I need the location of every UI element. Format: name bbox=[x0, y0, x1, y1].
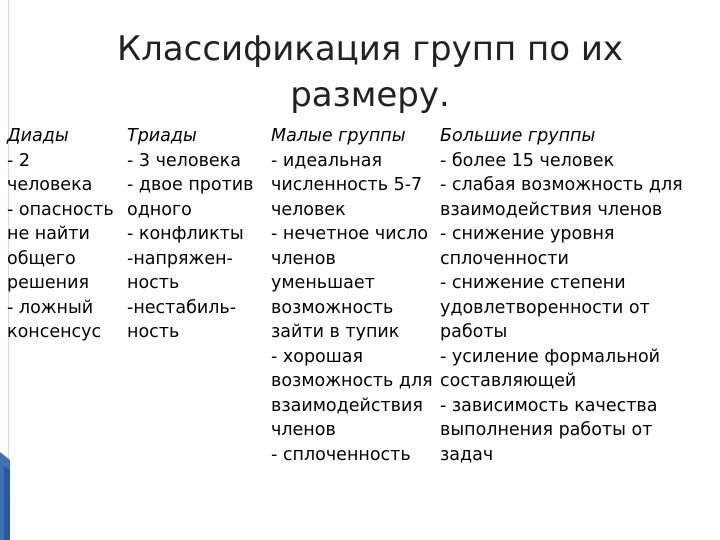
column-line: - усиление формальной bbox=[440, 346, 661, 367]
column-heading: Триады bbox=[127, 126, 197, 146]
column-line: - 3 человека bbox=[127, 150, 241, 171]
column-heading: Диады bbox=[7, 126, 69, 146]
column-line: - сплоченность bbox=[271, 444, 411, 465]
column-line: - идеальная bbox=[271, 150, 383, 171]
column-line: - слабая возможность для bbox=[440, 175, 683, 195]
column-heading: Малые группы bbox=[271, 126, 406, 146]
column-line: удовлетворенности от bbox=[440, 297, 650, 318]
column-line: -напряжен- bbox=[127, 248, 233, 269]
column-line: человек bbox=[271, 199, 346, 220]
column-line: - опасность bbox=[7, 199, 114, 220]
column-line: ность bbox=[127, 322, 180, 342]
slide-title-line-2: размеру. bbox=[290, 75, 450, 115]
slide-left-accent-shape bbox=[0, 452, 14, 540]
column-line: одного bbox=[127, 199, 192, 220]
column-line: - нечетное число bbox=[271, 224, 429, 244]
column-dyads bbox=[7, 124, 114, 345]
column-large-groups bbox=[440, 124, 683, 467]
column-line: не найти bbox=[7, 224, 90, 244]
column-line: численность 5-7 bbox=[271, 175, 423, 195]
column-line: выполнения работы от bbox=[440, 420, 653, 440]
column-line: составляющей bbox=[440, 371, 577, 391]
column-small-groups bbox=[271, 124, 433, 467]
column-line: - 2 bbox=[7, 150, 31, 171]
column-line: - более 15 человек bbox=[440, 150, 615, 171]
column-line: решения bbox=[7, 273, 89, 293]
column-line: консенсус bbox=[7, 322, 102, 342]
slide-title bbox=[90, 26, 650, 118]
column-line: человека bbox=[7, 175, 93, 195]
column-triads bbox=[127, 124, 253, 345]
column-line: взаимодействия членов bbox=[440, 199, 663, 220]
column-line: задач bbox=[440, 444, 494, 465]
column-line: возможность bbox=[271, 297, 394, 318]
column-line: уменьшает bbox=[271, 273, 375, 293]
column-line: работы bbox=[440, 322, 508, 342]
column-line: взаимодействия bbox=[271, 395, 423, 416]
column-line: - двое против bbox=[127, 175, 254, 195]
column-line: - зависимость качества bbox=[440, 395, 658, 416]
column-line: членов bbox=[271, 420, 336, 440]
column-line: - снижение степени bbox=[440, 273, 626, 293]
column-line: сплоченности bbox=[440, 248, 569, 269]
slide-title-line-1: Классификация групп по их bbox=[116, 29, 624, 69]
column-line: - снижение уровня bbox=[440, 224, 615, 244]
column-line: возможность для bbox=[271, 371, 433, 391]
column-line: ность bbox=[127, 273, 180, 293]
column-line: членов bbox=[271, 248, 336, 269]
column-line: общего bbox=[7, 248, 76, 269]
column-line: зайти в тупик bbox=[271, 322, 400, 342]
column-heading: Большие группы bbox=[440, 126, 596, 146]
column-line: - хорошая bbox=[271, 346, 364, 367]
column-line: - ложный bbox=[7, 297, 94, 318]
column-line: - конфликты bbox=[127, 224, 244, 244]
column-line: -нестабиль- bbox=[127, 297, 237, 318]
